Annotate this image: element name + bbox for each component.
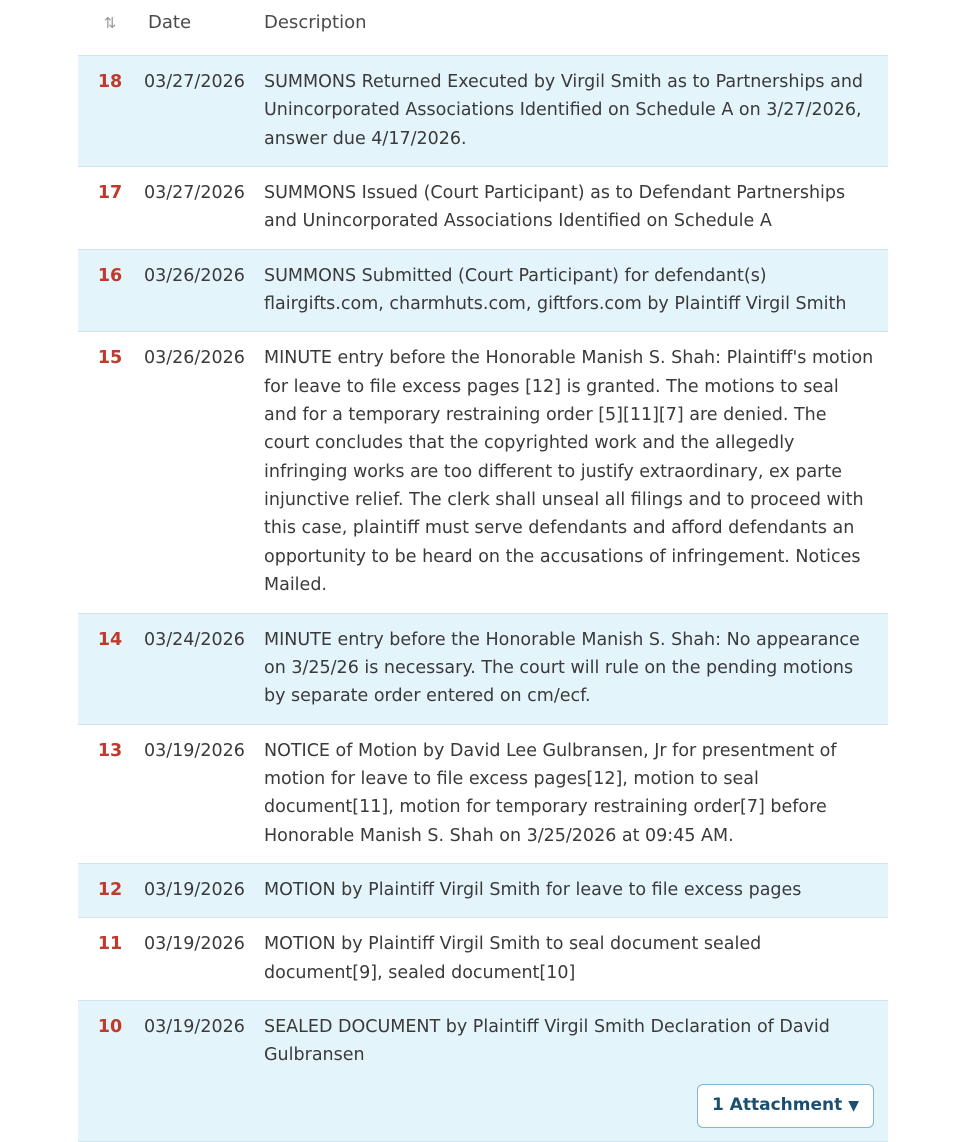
row-date: 03/24/2026 — [142, 613, 252, 724]
docket-table — [78, 0, 888, 1142]
row-date: 03/26/2026 — [142, 332, 252, 613]
row-number[interactable]: 11 — [78, 918, 142, 1001]
row-date: 03/19/2026 — [142, 724, 252, 863]
row-date: 03/27/2026 — [142, 56, 252, 167]
row-description — [252, 249, 888, 332]
row-description-text: SUMMONS Submitted (Court Participant) for defendant(s) flairgifts.com, charmhuts.com, giftfors.com by Plaintiff Virgil Smith — [264, 265, 847, 315]
row-description — [252, 167, 888, 250]
row-number[interactable]: 10 — [78, 1000, 142, 1141]
sort-arrows-icon[interactable]: ⇅ — [103, 14, 117, 32]
table-row[interactable] — [78, 613, 888, 724]
attachment-label: 1 Attachment — [711, 1094, 843, 1115]
row-number[interactable]: 18 — [78, 56, 142, 167]
table-row[interactable] — [78, 167, 888, 250]
row-description-text: MOTION by Plaintiff Virgil Smith for leave to file excess pages — [264, 879, 802, 900]
table-header-row — [78, 0, 888, 56]
row-number[interactable]: 12 — [78, 863, 142, 917]
table-row[interactable] — [78, 332, 888, 613]
table-row[interactable] — [78, 1000, 888, 1141]
column-header-description[interactable]: Description — [252, 0, 888, 56]
table-row[interactable] — [78, 724, 888, 863]
table-row[interactable] — [78, 249, 888, 332]
attachment-toggle-button[interactable] — [697, 1084, 874, 1129]
row-date: 03/19/2026 — [142, 863, 252, 917]
table-row[interactable] — [78, 56, 888, 167]
row-number[interactable]: 17 — [78, 167, 142, 250]
row-description-text: MINUTE entry before the Honorable Manish S. Shah: Plaintiff's motion for leave to file excess pages [12] is granted. The motions to seal and for a temporary restraining order [5][11][7] are denied. The court concludes that the copyrighted work and the allegedly infringing works are too different to justify extraordinary, ex parte injunctive relief. The clerk shall unseal all filings and to proceed with this case, plaintiff must serve defendants and afford defendants an opportunity to be heard on the accusations of infringement. Notices Mailed. — [264, 348, 874, 596]
row-number[interactable]: 16 — [78, 249, 142, 332]
row-description — [252, 918, 888, 1001]
attachment-row — [264, 1084, 874, 1129]
column-header-number[interactable] — [78, 0, 142, 56]
table-header — [78, 0, 888, 56]
row-date: 03/19/2026 — [142, 1000, 252, 1141]
row-description-text: SUMMONS Issued (Court Participant) as to Defendant Partnerships and Unincorporated Associations Identified on Schedule A — [264, 183, 846, 232]
row-description — [252, 56, 888, 167]
column-header-date[interactable]: Date — [142, 0, 252, 56]
row-description-text: NOTICE of Motion by David Lee Gulbransen, Jr for presentment of motion for leave to file excess pages[12], motion to seal document[11], motion for temporary restraining order[7] before Honorable Manish S. Shah on 3/25/2026 at 09:45 AM. — [264, 740, 837, 846]
row-description-text: SUMMONS Returned Executed by Virgil Smith as to Partnerships and Unincorporated Associations Identified on Schedule A on 3/27/2026, answer due 4/17/2026. — [264, 72, 864, 149]
chevron-down-icon: ▼ — [848, 1097, 859, 1114]
table-body — [78, 56, 888, 1142]
row-number[interactable]: 15 — [78, 332, 142, 613]
row-description-text: SEALED DOCUMENT by Plaintiff Virgil Smith Declaration of David Gulbransen — [264, 1016, 830, 1066]
row-description-text: MINUTE entry before the Honorable Manish S. Shah: No appearance on 3/25/26 is necessary. The court will rule on the pending motions by separate order entered on cm/ecf. — [264, 629, 860, 707]
row-date: 03/26/2026 — [142, 249, 252, 332]
row-date: 03/27/2026 — [142, 167, 252, 250]
row-description — [252, 613, 888, 724]
row-number[interactable]: 13 — [78, 724, 142, 863]
row-description — [252, 863, 888, 917]
row-description — [252, 724, 888, 863]
row-date: 03/19/2026 — [142, 918, 252, 1001]
row-description — [252, 332, 888, 613]
table-row[interactable] — [78, 863, 888, 917]
row-description — [252, 1000, 888, 1141]
table-row[interactable] — [78, 918, 888, 1001]
row-number[interactable]: 14 — [78, 613, 142, 724]
row-description-text: MOTION by Plaintiff Virgil Smith to seal document sealed document[9], sealed document[10] — [264, 934, 762, 983]
